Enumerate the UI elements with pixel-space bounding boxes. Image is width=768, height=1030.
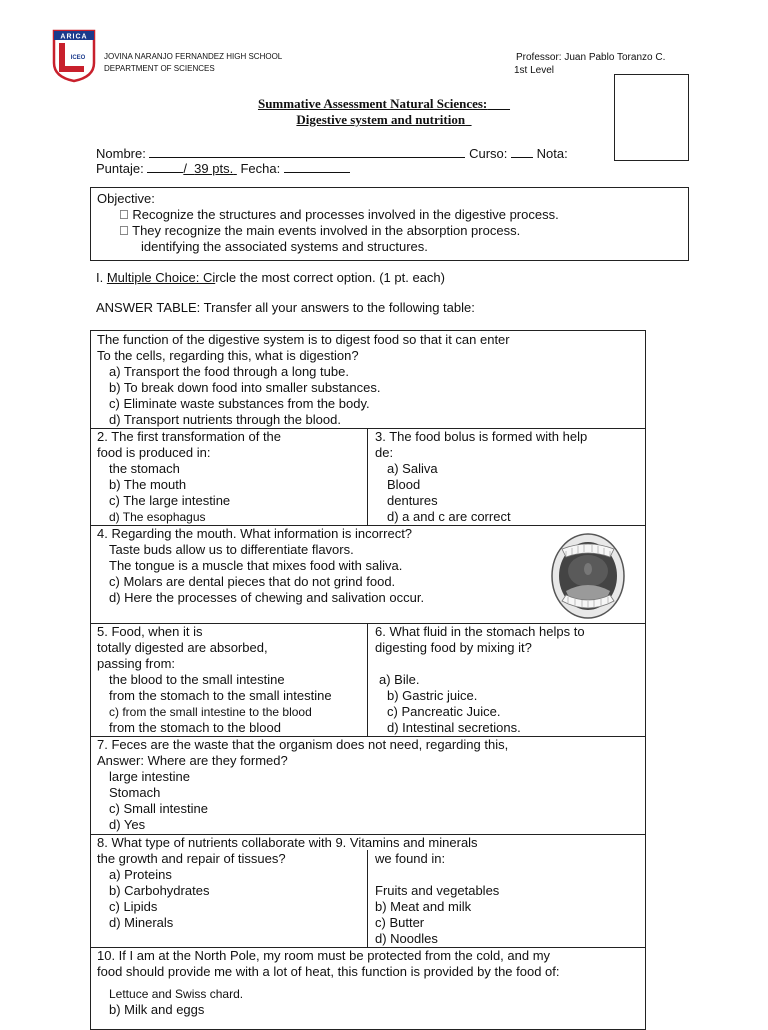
q9-text: we found in: bbox=[375, 851, 446, 866]
q9-option-c[interactable]: c) Butter bbox=[375, 915, 425, 930]
q6-option-c[interactable]: c) Pancreatic Juice. bbox=[387, 704, 501, 719]
q10-option-b[interactable]: b) Milk and eggs bbox=[109, 1002, 205, 1017]
objective-item: identifying the associated systems and structures. bbox=[141, 239, 428, 254]
q9-option-b[interactable]: b) Meat and milk bbox=[375, 899, 472, 914]
q8-option-c[interactable]: c) Lipids bbox=[109, 899, 158, 914]
q9-option-d[interactable]: d) Noodles bbox=[375, 931, 438, 946]
nombre-field[interactable] bbox=[149, 146, 465, 158]
nota-label: Nota: bbox=[536, 146, 568, 161]
q7-option-c[interactable]: c) Small intestine bbox=[109, 801, 208, 816]
department-name: DEPARTMENT OF SCIENCES bbox=[104, 64, 215, 73]
q5-option-b[interactable]: from the stomach to the small intestine bbox=[109, 688, 332, 703]
school-name: JOVINA NARANJO FERNANDEZ HIGH SCHOOL bbox=[104, 52, 283, 61]
q9-option-a[interactable]: Fruits and vegetables bbox=[375, 883, 500, 898]
q2-text: 2. The first transformation of the bbox=[97, 429, 282, 444]
q4-text: 4. Regarding the mouth. What information is incorrect? bbox=[97, 526, 413, 541]
q4-option-b[interactable]: The tongue is a muscle that mixes food with saliva. bbox=[109, 558, 403, 573]
q10-text: 10. If I am at the North Pole, my room must be protected from the cold, and my bbox=[97, 948, 551, 963]
q5-text: 5. Food, when it is bbox=[97, 624, 203, 639]
q6-option-d[interactable]: d) Intestinal secretions. bbox=[387, 720, 521, 735]
q2-text: food is produced in: bbox=[97, 445, 211, 460]
q8-option-d[interactable]: d) Minerals bbox=[109, 915, 174, 930]
q4-option-a[interactable]: Taste buds allow us to differentiate flavors. bbox=[109, 542, 354, 557]
question-table bbox=[90, 330, 646, 1030]
open-mouth-illustration bbox=[548, 531, 628, 621]
course-level: 1st Level bbox=[514, 65, 555, 76]
total-points: 39 pts. bbox=[194, 161, 234, 176]
q8-text: the growth and repair of tissues? bbox=[97, 851, 286, 866]
q1-text: The function of the digestive system is to digest food so that it can enter bbox=[97, 332, 510, 347]
q3-option-a[interactable]: a) Saliva bbox=[387, 461, 438, 476]
q7-option-b[interactable]: Stomach bbox=[109, 785, 161, 800]
school-logo bbox=[52, 29, 96, 83]
q2-option-a[interactable]: the stomach bbox=[109, 461, 180, 476]
q8-option-a[interactable]: a) Proteins bbox=[109, 867, 172, 882]
q3-option-b[interactable]: Blood bbox=[387, 477, 421, 492]
nombre-label: Nombre: bbox=[96, 146, 146, 161]
objective-label: Objective: bbox=[97, 191, 155, 206]
objective-item:   Recognize the structures and processes involved in the digestive process. bbox=[119, 207, 559, 222]
q7-text: Answer: Where are they formed? bbox=[97, 753, 288, 768]
puntaje-field[interactable] bbox=[147, 161, 183, 173]
q7-option-a[interactable]: large intestine bbox=[109, 769, 190, 784]
puntaje-label: Puntaje: bbox=[96, 161, 144, 176]
page-subtitle: Digestive system and nutrition bbox=[296, 112, 466, 127]
score-info-line: Puntaje: / 39 pts. Fecha: bbox=[96, 161, 350, 176]
q1-text: To the cells, regarding this, what is digestion? bbox=[97, 348, 359, 363]
q2-option-b[interactable]: b) The mouth bbox=[109, 477, 187, 492]
q6-option-a[interactable]: a) Bile. bbox=[379, 672, 420, 687]
q3-text: 3. The food bolus is formed with help bbox=[375, 429, 588, 444]
q6-text: 6. What fluid in the stomach helps to bbox=[375, 624, 585, 639]
objective-box bbox=[90, 187, 689, 261]
q1-option-c[interactable]: c) Eliminate waste substances from the body. bbox=[109, 396, 370, 411]
q1-option-b[interactable]: b) To break down food into smaller substances. bbox=[109, 380, 381, 395]
curso-field[interactable] bbox=[511, 146, 533, 158]
q5-option-a[interactable]: the blood to the small intestine bbox=[109, 672, 285, 687]
q2-option-d[interactable]: d) The esophagus bbox=[109, 510, 206, 524]
q6-option-b[interactable]: b) Gastric juice. bbox=[387, 688, 478, 703]
q2-option-c[interactable]: c) The large intestine bbox=[109, 493, 231, 508]
q3-option-d[interactable]: d) a and c are correct bbox=[387, 509, 511, 524]
q4-option-d[interactable]: d) Here the processes of chewing and salivation occur. bbox=[109, 590, 425, 605]
q3-text: de: bbox=[375, 445, 394, 460]
q8-option-b[interactable]: b) Carbohydrates bbox=[109, 883, 210, 898]
fecha-field[interactable] bbox=[284, 161, 350, 173]
professor-name: Professor: Juan Pablo Toranzo C. bbox=[516, 52, 666, 63]
fecha-label: Fecha: bbox=[240, 161, 281, 176]
q5-text: passing from: bbox=[97, 656, 176, 671]
q7-text: 7. Feces are the waste that the organism does not need, regarding this, bbox=[97, 737, 509, 752]
q5-text: totally digested are absorbed, bbox=[97, 640, 268, 655]
q1-option-a[interactable]: a) Transport the food through a long tube. bbox=[109, 364, 349, 379]
svg-text:ICEO: ICEO bbox=[70, 55, 86, 61]
q6-text: digesting food by mixing it? bbox=[375, 640, 532, 655]
q4-option-c[interactable]: c) Molars are dental pieces that do not grind food. bbox=[109, 574, 396, 589]
objective-item:   They recognize the main events involved in the absorption process. bbox=[119, 223, 521, 238]
curso-label: Curso: bbox=[469, 146, 508, 161]
student-info-line bbox=[96, 146, 568, 161]
section-heading: I. Multiple Choice: Circle the most correct option. (1 pt. each) bbox=[96, 270, 445, 285]
page-title: Summative Assessment Natural Sciences: bbox=[257, 96, 488, 111]
q10-option-a[interactable]: Lettuce and Swiss chard. bbox=[109, 987, 244, 1001]
q5-option-d[interactable]: from the stomach to the blood bbox=[109, 720, 281, 735]
q3-option-c[interactable]: dentures bbox=[387, 493, 438, 508]
q7-option-d[interactable]: d) Yes bbox=[109, 817, 146, 832]
q5-option-c[interactable]: c) from the small intestine to the blood bbox=[109, 705, 312, 719]
answer-table-instruction: ANSWER TABLE: Transfer all your answers to the following table: bbox=[96, 300, 475, 315]
q8-q9-text: 8. What type of nutrients collaborate with 9. Vitamins and minerals bbox=[97, 835, 478, 850]
svg-text:ARICA: ARICA bbox=[60, 33, 88, 41]
q10-text: food should provide me with a lot of heat, this function is provided by the food of: bbox=[97, 964, 560, 979]
q1-option-d[interactable]: d) Transport nutrients through the blood. bbox=[109, 412, 341, 427]
